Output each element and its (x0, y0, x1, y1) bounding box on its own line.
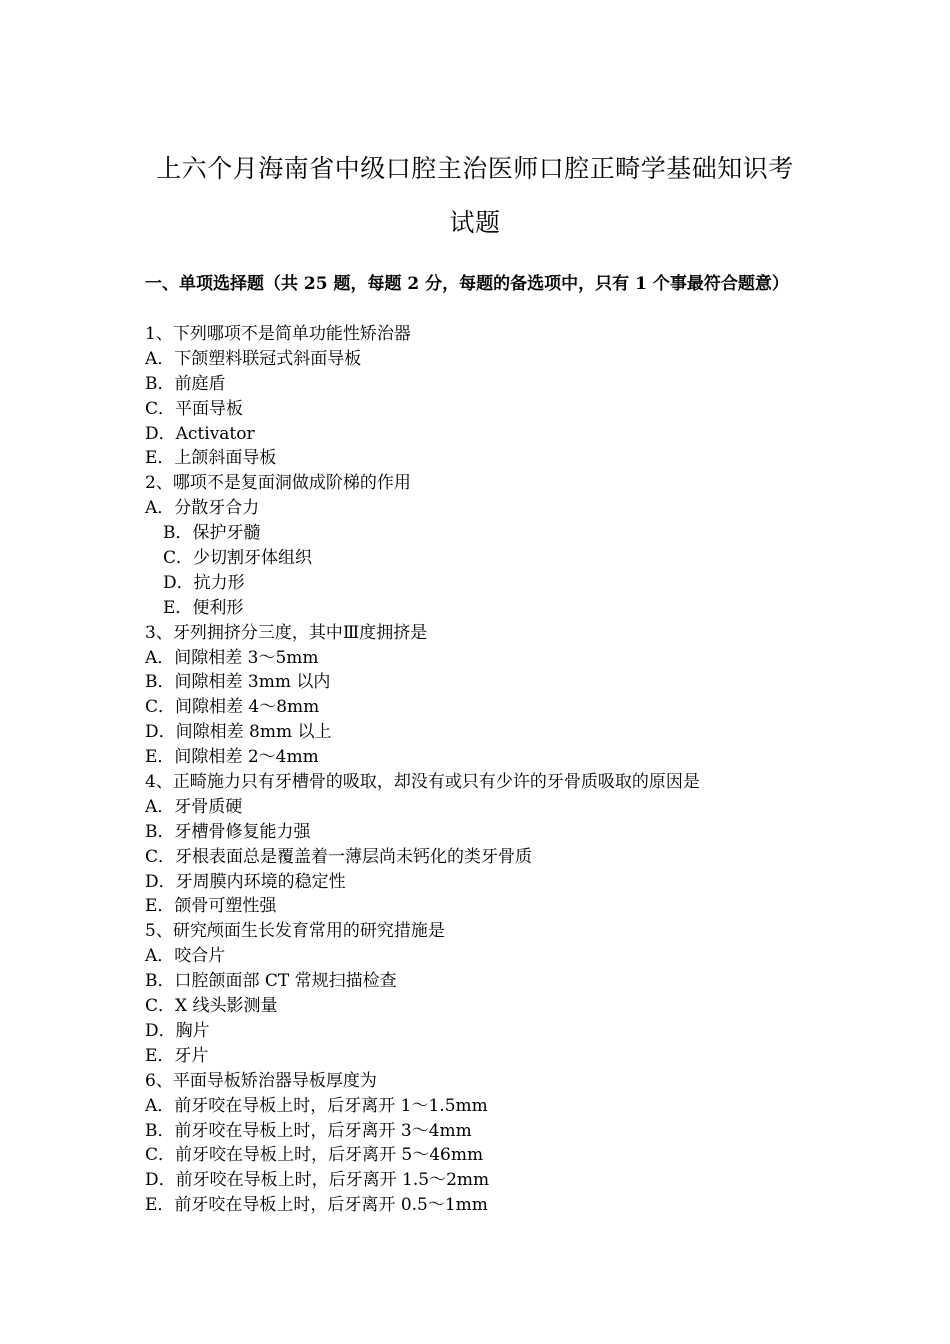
question-list (145, 322, 825, 1218)
option-b: B．间隙相差 3mm 以内 (145, 672, 331, 693)
option-e: E．牙片 (145, 1045, 209, 1066)
option-b: B．口腔颌面部 CT 常规扫描检查 (145, 971, 397, 992)
option-e: E．上颌斜面导板 (145, 448, 277, 469)
option-d: D．间隙相差 8mm 以上 (145, 722, 332, 743)
option-a: A．下颌塑料联冠式斜面导板 (145, 348, 362, 369)
option-a: A．前牙咬在导板上时，后牙离开 1～1.5mm (145, 1095, 488, 1116)
option-d: D．Activator (145, 423, 255, 444)
question-stem: 6、平面导板矫治器导板厚度为 (145, 1070, 377, 1091)
option-d: D．前牙咬在导板上时，后牙离开 1.5～2mm (145, 1170, 490, 1191)
question-stem: 4、正畸施力只有牙槽骨的吸取，却没有或只有少许的牙骨质吸取的原因是 (145, 772, 700, 793)
option-e: E．便利形 (163, 597, 244, 618)
section-heading: 一、单项选择题（共 25 题，每题 2 分，每题的备选项中，只有 1 个事最符合题意） (145, 274, 789, 294)
option-c: C．平面导板 (145, 398, 244, 419)
option-c: C．间隙相差 4～8mm (145, 697, 320, 718)
option-c: C．前牙咬在导板上时，后牙离开 5～46mm (145, 1145, 484, 1166)
document-title (100, 142, 850, 250)
option-c: C．少切割牙体组织 (163, 548, 313, 569)
option-a: A．分散牙合力 (145, 498, 260, 519)
option-b: B．前牙咬在导板上时，后牙离开 3～4mm (145, 1120, 472, 1141)
option-a: A．间隙相差 3～5mm (145, 647, 319, 668)
option-a: A．牙骨质硬 (145, 796, 243, 817)
option-c: C．牙根表面总是覆盖着一薄层尚未钙化的类牙骨质 (145, 846, 533, 867)
question-stem: 1、下列哪项不是简单功能性矫治器 (145, 324, 411, 344)
question-stem: 2、哪项不是复面洞做成阶梯的作用 (145, 473, 411, 494)
option-e: E．前牙咬在导板上时，后牙离开 0.5～1mm (145, 1195, 488, 1216)
option-b: B．牙槽骨修复能力强 (145, 821, 311, 842)
question-stem: 3、牙列拥挤分三度，其中Ⅲ度拥挤是 (145, 622, 428, 643)
title-line-2: 试题 (449, 208, 501, 237)
option-a: A．咬合片 (145, 946, 226, 967)
title-line-1: 上六个月海南省中级口腔主治医师口腔正畸学基础知识考 (156, 154, 794, 183)
option-d: D．牙周膜内环境的稳定性 (145, 871, 346, 892)
option-e: E．间隙相差 2～4mm (145, 747, 319, 768)
option-e: E．颌骨可塑性强 (145, 896, 277, 917)
option-b: B．保护牙髓 (163, 523, 261, 544)
option-c: C．X 线头影测量 (145, 996, 278, 1017)
option-d: D．胸片 (145, 1020, 210, 1041)
option-d: D．抗力形 (163, 572, 245, 593)
option-b: B．前庭盾 (145, 373, 226, 394)
question-stem: 5、研究颅面生长发育常用的研究措施是 (145, 921, 445, 942)
